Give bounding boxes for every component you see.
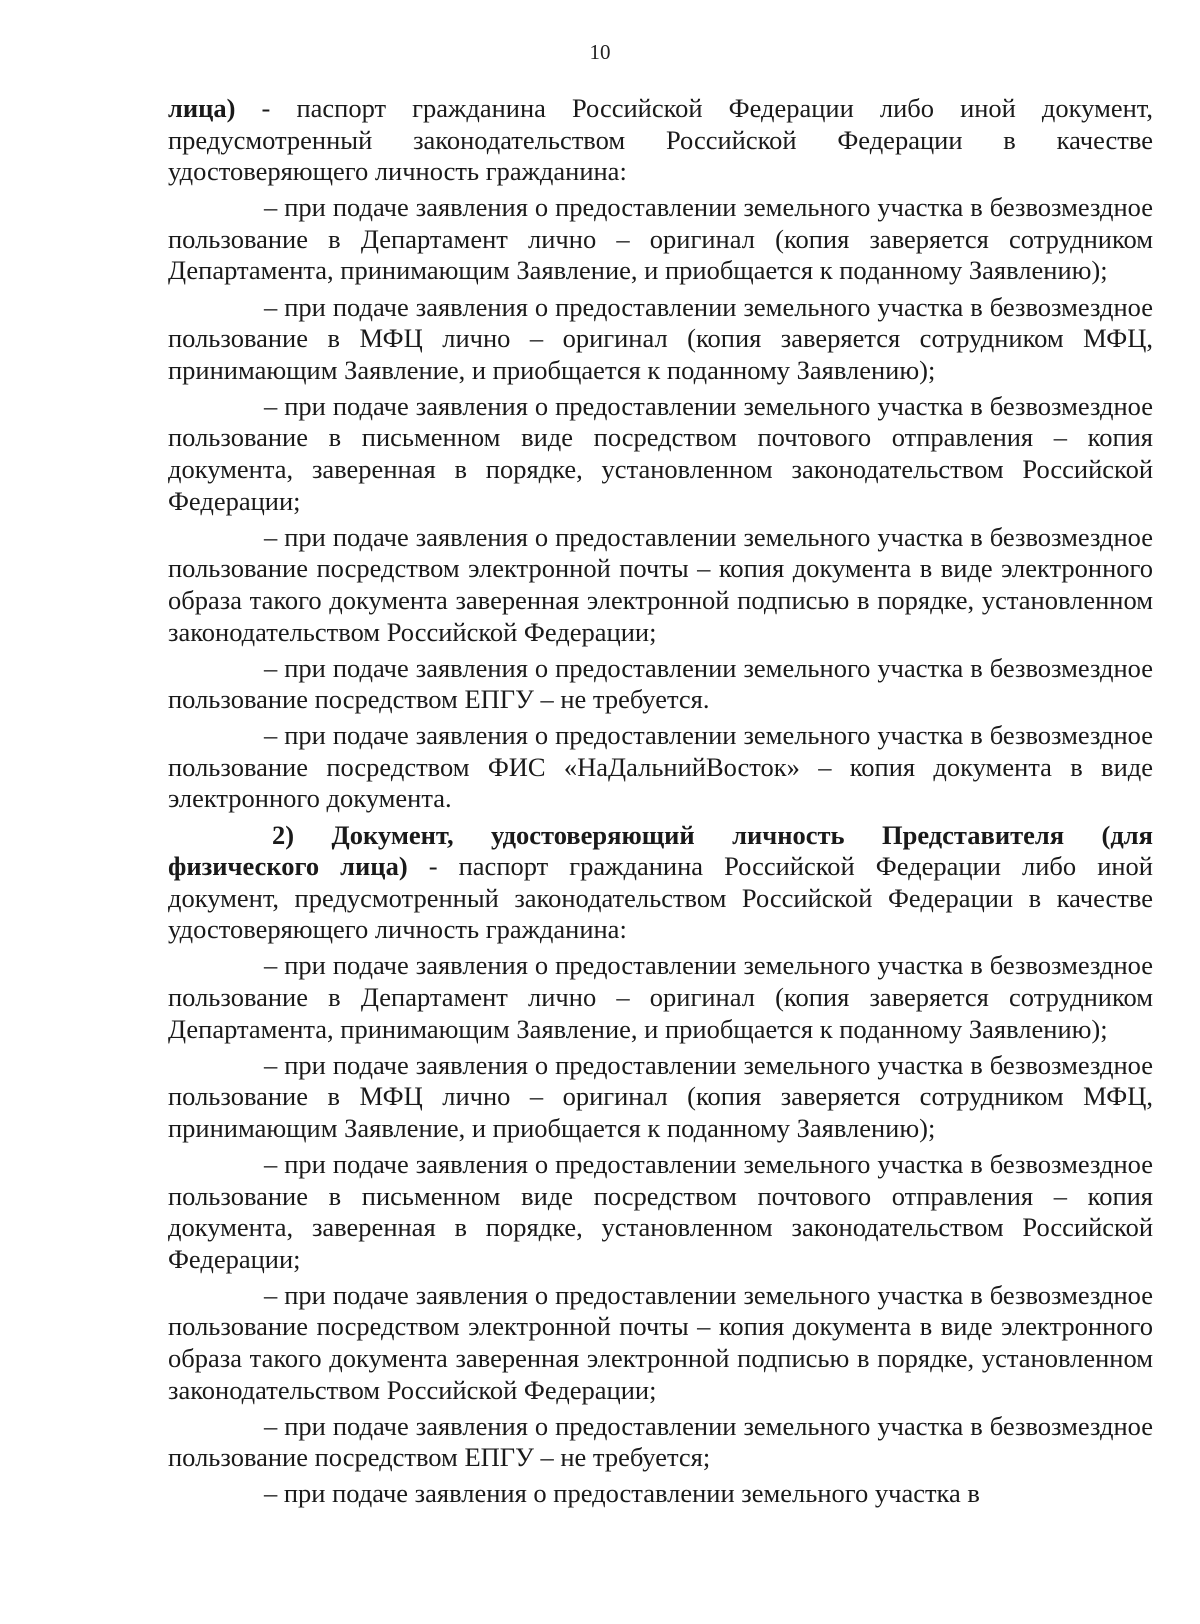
section2-item-4: – при подаче заявления о предоставлении земельного участка в безвозмездное пользование посредством электронной почты – копия документа в виде электронного образа такого документа заверенная электронной подписью в порядке, установленном законодательством Российской Федерации; (168, 1279, 1153, 1405)
section2-item-3: – при подаче заявления о предоставлении земельного участка в безвозмездное пользование в письменном виде посредством почтового отправления – копия документа, заверенная в порядке, установленном законодательством Российской Федерации; (168, 1149, 1153, 1274)
document-body (168, 93, 1153, 1510)
section1-item-1: – при подаче заявления о предоставлении земельного участка в безвозмездное пользование в Департамент лично – оригинал (копия заверяется сотрудником Департамента, принимающим Заявление, и приобщается к поданному Заявлению); (168, 192, 1153, 286)
section2-item-5: – при подаче заявления о предоставлении земельного участка в безвозмездное пользование посредством ЕПГУ – не требуется; (168, 1410, 1153, 1473)
section2-item-6: – при подаче заявления о предоставлении земельного участка в (264, 1478, 980, 1509)
section1-item-6: – при подаче заявления о предоставлении земельного участка в безвозмездное пользование посредством ФИС «НаДальнийВосток» – копия документа в виде электронного документа. (168, 720, 1153, 814)
section1-intro-bold: лица) (168, 93, 236, 123)
section2-heading-bold: 2) Документ, удостоверяющий личность Представителя (для физического лица) (168, 819, 1153, 882)
section1-item-3: – при подаче заявления о предоставлении земельного участка в безвозмездное пользование в письменном виде посредством почтового отправления – копия документа, заверенная в порядке, установленном законодательством Российской Федерации; (168, 390, 1153, 516)
section1-item-4: – при подаче заявления о предоставлении земельного участка в безвозмездное пользование посредством электронной почты – копия документа в виде электронного образа такого документа заверенная электронной подписью в порядке, установленном законодательством Российской Федерации; (168, 521, 1153, 647)
section2-item-1: – при подаче заявления о предоставлении земельного участка в безвозмездное пользование в Департамент лично – оригинал (копия заверяется сотрудником Департамента, принимающим Заявление, и приобщается к поданному Заявлению); (168, 950, 1153, 1044)
page-number: 10 (589, 40, 611, 64)
section1-item-5: – при подаче заявления о предоставлении земельного участка в безвозмездное пользование посредством ЕПГУ – не требуется. (168, 652, 1153, 715)
section2-heading-text: - паспорт гражданина Российской Федерации либо иной документ, предусмотренный законодательством Российской Федерации в качестве удостоверяющего личность гражданина: (168, 851, 1153, 945)
section1-item-2: – при подаче заявления о предоставлении земельного участка в безвозмездное пользование в МФЦ лично – оригинал (копия заверяется сотрудником МФЦ, принимающим Заявление, и приобщается к поданному Заявлению); (168, 291, 1153, 385)
section1-intro-text: - паспорт гражданина Российской Федерации либо иной документ, предусмотренный законодательством Российской Федерации в качестве удостоверяющего личность гражданина: (168, 93, 1153, 187)
section2-item-2: – при подаче заявления о предоставлении земельного участка в безвозмездное пользование в МФЦ лично – оригинал (копия заверяется сотрудником МФЦ, принимающим Заявление, и приобщается к поданному Заявлению); (168, 1049, 1153, 1143)
section2-heading (168, 820, 1153, 946)
section1-intro (168, 93, 1153, 188)
